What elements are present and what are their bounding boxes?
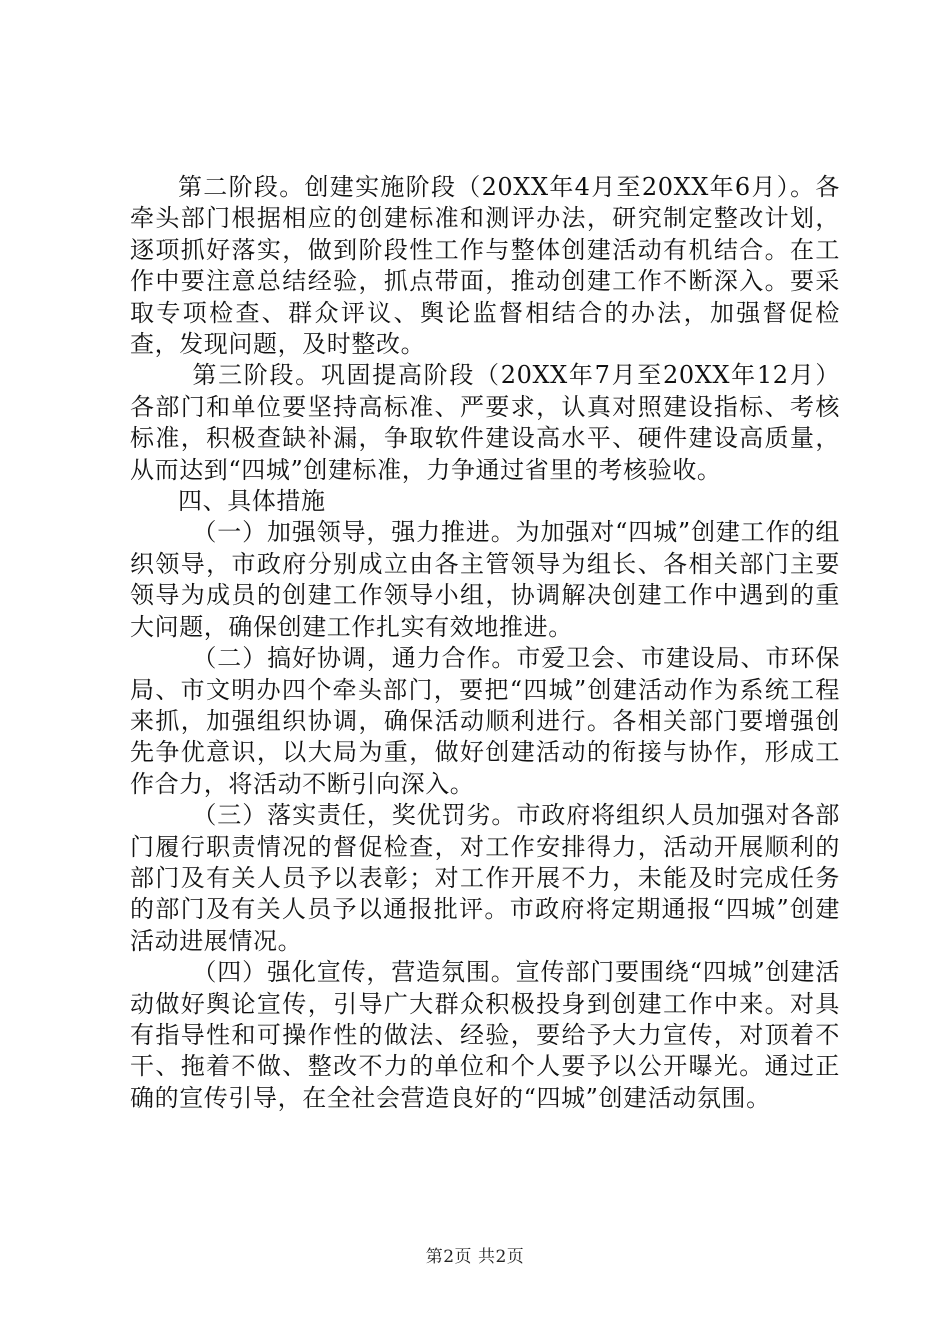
- paragraph-stage-three: 第三阶段。巩固提高阶段（20XX年7月至20XX年12月）各部门和单位要坚持高标准、严要求，认真对照建设指标、考核标准，积极查缺补漏，争取软件建设高水平、硬件建设高质量，从而达到“四城”创建标准，力争通过省里的考核验收。: [130, 361, 840, 484]
- paragraph-stage-two: 第二阶段。创建实施阶段（20XX年4月至20XX年6月）。各牵头部门根据相应的创建标准和测评办法，研究制定整改计划，逐项抓好落实，做到阶段性工作与整体创建活动有机结合。在工作中要注意总结经验，抓点带面，推动创建工作不断深入。要采取专项检查、群众评议、舆论监督相结合的办法，加强督促检查，发现问题，及时整改。: [130, 173, 840, 359]
- section-heading-measures: 四、具体措施: [178, 487, 326, 516]
- document-body: [130, 172, 840, 1114]
- paragraph-measure-two: （二）搞好协调，通力合作。市爱卫会、市建设局、市环保局、市文明办四个牵头部门，要把“四城”创建活动作为系统工程来抓，加强组织协调，确保活动顺利进行。各相关部门要增强创先争优意识，以大局为重，做好创建活动的衔接与协作，形成工作合力，将活动不断引向深入。: [130, 644, 840, 798]
- paragraph-measure-four: （四）强化宣传，营造氛围。宣传部门要围绕“四城”创建活动做好舆论宣传，引导广大群众积极投身到创建工作中来。对具有指导性和可操作性的做法、经验，要给予大力宣传，对顶着不干、拖着不做、整改不力的单位和个人要予以公开曝光。通过正确的宣传引导，在全社会营造良好的“四城”创建活动氛围。: [130, 958, 840, 1112]
- paragraph-measure-three: （三）落实责任，奖优罚劣。市政府将组织人员加强对各部门履行职责情况的督促检查，对工作安排得力，活动开展顺利的部门及有关人员予以表彰；对工作开展不力，未能及时完成任务的部门及有关人员予以通报批评。市政府将定期通报“四城”创建活动进展情况。: [130, 801, 840, 955]
- paragraph-measure-one: （一）加强领导，强力推进。为加强对“四城”创建工作的组织领导，市政府分别成立由各主管领导为组长、各相关部门主要领导为成员的创建工作领导小组，协调解决创建工作中遇到的重大问题，确保创建工作扎实有效地推进。: [130, 518, 840, 641]
- page-footer: 第2页 共2页: [425, 1247, 525, 1267]
